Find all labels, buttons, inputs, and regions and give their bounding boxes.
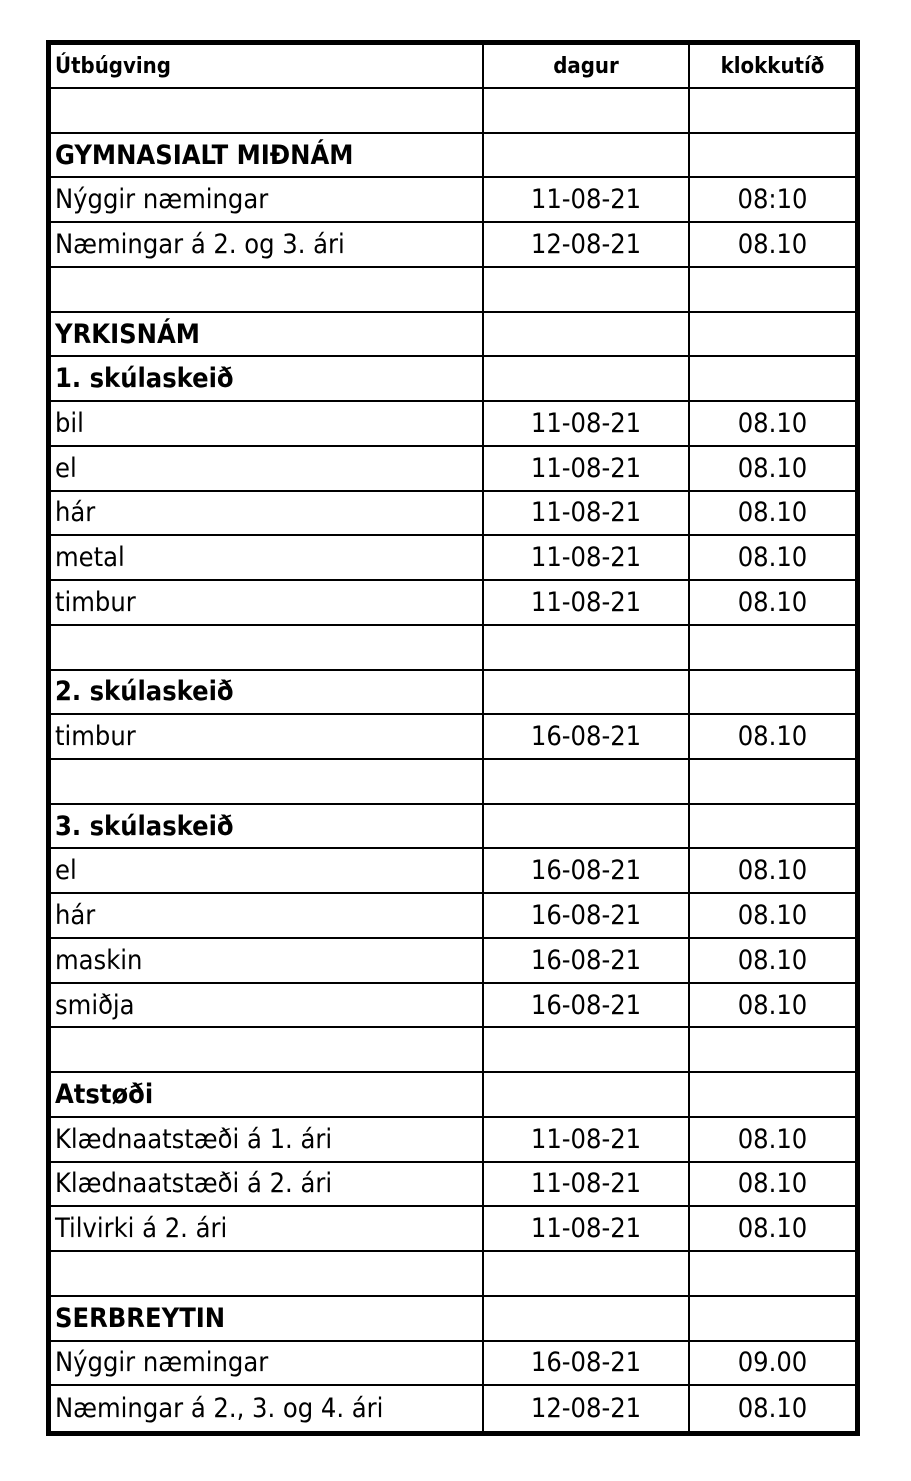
empty-cell <box>484 1073 690 1118</box>
empty-cell <box>51 626 484 671</box>
subsection-title: Atstøði <box>51 1073 484 1118</box>
empty-cell <box>484 1297 690 1342</box>
date-cell: 11-08-21 <box>484 178 690 223</box>
time-cell: 08.10 <box>690 894 855 939</box>
time-cell: 08.10 <box>690 447 855 492</box>
empty-cell <box>484 268 690 313</box>
empty-cell <box>690 671 855 716</box>
header-time: klokkutíð <box>690 45 855 89</box>
programme-cell: Nýggir næmingar <box>51 178 484 223</box>
date-cell: 11-08-21 <box>484 402 690 447</box>
empty-cell <box>51 1028 484 1073</box>
time-cell: 08.10 <box>690 849 855 894</box>
time-cell: 08.10 <box>690 1163 855 1208</box>
empty-cell <box>484 134 690 179</box>
programme-cell: Klædnaatstæði á 2. ári <box>51 1163 484 1208</box>
time-cell: 08.10 <box>690 939 855 984</box>
date-cell: 11-08-21 <box>484 536 690 581</box>
time-cell: 08.10 <box>690 1207 855 1252</box>
section-title: SERBREYTIN <box>51 1297 484 1342</box>
empty-cell <box>690 313 855 358</box>
date-cell: 11-08-21 <box>484 492 690 537</box>
empty-cell <box>690 134 855 179</box>
schedule-table <box>46 40 860 1436</box>
programme-cell: el <box>51 447 484 492</box>
time-cell: 08:10 <box>690 178 855 223</box>
date-cell: 11-08-21 <box>484 1207 690 1252</box>
programme-cell: Tilvirki á 2. ári <box>51 1207 484 1252</box>
empty-cell <box>484 760 690 805</box>
programme-cell: Næmingar á 2. og 3. ári <box>51 223 484 268</box>
time-cell: 08.10 <box>690 984 855 1029</box>
empty-cell <box>484 1252 690 1297</box>
programme-cell: Nýggir næmingar <box>51 1342 484 1387</box>
programme-cell: hár <box>51 492 484 537</box>
empty-cell <box>690 1073 855 1118</box>
time-cell: 08.10 <box>690 492 855 537</box>
time-cell: 08.10 <box>690 402 855 447</box>
time-cell: 08.10 <box>690 1118 855 1163</box>
empty-cell <box>484 671 690 716</box>
empty-cell <box>690 1252 855 1297</box>
time-cell: 08.10 <box>690 223 855 268</box>
empty-cell <box>51 760 484 805</box>
date-cell: 11-08-21 <box>484 1163 690 1208</box>
time-cell: 08.10 <box>690 581 855 626</box>
empty-cell <box>484 357 690 402</box>
programme-cell: smiðja <box>51 984 484 1029</box>
time-cell: 08.10 <box>690 536 855 581</box>
empty-cell <box>484 1028 690 1073</box>
empty-cell <box>51 268 484 313</box>
empty-cell <box>690 1028 855 1073</box>
empty-cell <box>484 313 690 358</box>
empty-cell <box>484 805 690 850</box>
empty-cell <box>690 89 855 134</box>
time-cell: 08.10 <box>690 715 855 760</box>
date-cell: 11-08-21 <box>484 581 690 626</box>
programme-cell: hár <box>51 894 484 939</box>
programme-cell: timbur <box>51 581 484 626</box>
time-cell: 08.10 <box>737 1393 808 1425</box>
empty-cell <box>484 89 690 134</box>
programme-cell: maskin <box>51 939 484 984</box>
subsection-title: 3. skúlaskeið <box>51 805 484 850</box>
programme-cell: Klædnaatstæði á 1. ári <box>51 1118 484 1163</box>
date-cell: 16-08-21 <box>484 939 690 984</box>
section-title: YRKISNÁM <box>51 313 484 358</box>
section-title: GYMNASIALT MIÐNÁM <box>51 134 484 179</box>
empty-cell <box>690 760 855 805</box>
date-cell: 16-08-21 <box>484 984 690 1029</box>
header-date: dagur <box>484 45 690 89</box>
empty-cell <box>484 626 690 671</box>
programme-cell: timbur <box>51 715 484 760</box>
header-programme: Útbúgving <box>51 45 484 89</box>
programme-cell: el <box>51 849 484 894</box>
programme-cell: metal <box>51 536 484 581</box>
date-cell: 16-08-21 <box>484 849 690 894</box>
date-cell: 16-08-21 <box>484 894 690 939</box>
time-cell: 09.00 <box>690 1342 855 1387</box>
empty-cell <box>690 357 855 402</box>
date-cell: 12-08-21 <box>484 1386 690 1431</box>
date-cell: 11-08-21 <box>484 1118 690 1163</box>
empty-cell <box>51 89 484 134</box>
empty-cell <box>690 268 855 313</box>
empty-cell <box>51 1252 484 1297</box>
empty-cell <box>690 1297 855 1342</box>
programme-cell: bil <box>51 402 484 447</box>
empty-cell <box>690 626 855 671</box>
subsection-title: 1. skúlaskeið <box>51 357 484 402</box>
date-cell: 16-08-21 <box>484 1342 690 1387</box>
date-cell: 11-08-21 <box>484 447 690 492</box>
empty-cell <box>690 805 855 850</box>
date-cell: 16-08-21 <box>484 715 690 760</box>
subsection-title: 2. skúlaskeið <box>51 671 484 716</box>
programme-cell: Næmingar á 2., 3. og 4. ári <box>51 1386 484 1431</box>
date-cell: 12-08-21 <box>484 223 690 268</box>
